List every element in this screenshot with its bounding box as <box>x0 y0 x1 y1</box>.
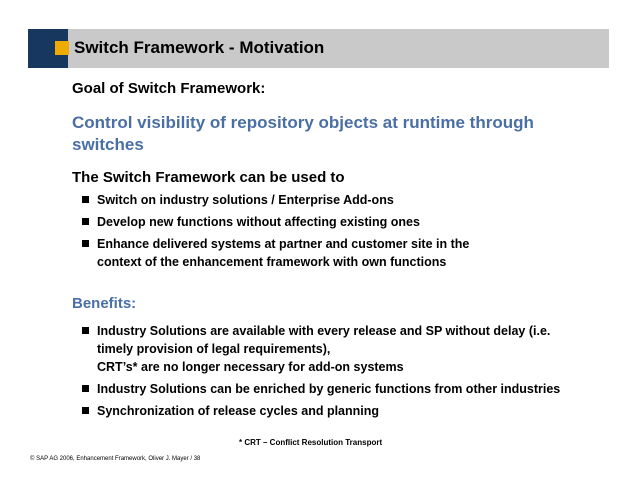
square-bullet-icon <box>82 218 89 225</box>
list-item-text: context of the enhancement framework with own functions <box>97 255 447 269</box>
list-item-text: CRT’s* are no longer necessary for add-on systems <box>97 360 404 374</box>
list-item <box>82 213 602 231</box>
copyright-footer: © SAP AG 2006, Enhancement Framework, Oliver J. Mayer / 38 <box>30 456 201 462</box>
square-bullet-icon <box>82 407 89 414</box>
goal-statement: Control visibility of repository objects at runtime through switches <box>72 113 534 154</box>
list-item-text: Switch on industry solutions / Enterprise Add-ons <box>97 193 394 207</box>
usage-list <box>82 191 602 275</box>
list-item-text: Enhance delivered systems at partner and customer site in the <box>97 237 470 251</box>
list-item <box>82 402 602 420</box>
footnote: * CRT – Conflict Resolution Transport <box>239 438 383 447</box>
usage-heading: The Switch Framework can be used to <box>72 169 345 186</box>
square-bullet-icon <box>55 41 69 55</box>
benefits-list <box>82 322 602 424</box>
list-item-text: Develop new functions without affecting existing ones <box>97 215 420 229</box>
slide-title: Switch Framework - Motivation <box>74 38 325 57</box>
square-bullet-icon <box>82 196 89 203</box>
list-item <box>82 380 602 398</box>
list-item <box>82 235 602 271</box>
square-bullet-icon <box>82 385 89 392</box>
list-item <box>82 191 602 209</box>
benefits-heading: Benefits: <box>72 295 137 312</box>
list-item-text: timely provision of legal requirements), <box>97 342 331 356</box>
list-item-text: Industry Solutions can be enriched by generic functions from other industries <box>97 382 561 396</box>
list-item-text: Synchronization of release cycles and planning <box>97 404 380 418</box>
square-bullet-icon <box>82 327 89 334</box>
list-item <box>82 322 602 376</box>
list-item-text: Industry Solutions are available with every release and SP without delay (i.e. <box>97 324 551 338</box>
square-bullet-icon <box>82 240 89 247</box>
goal-heading: Goal of Switch Framework: <box>72 80 266 97</box>
